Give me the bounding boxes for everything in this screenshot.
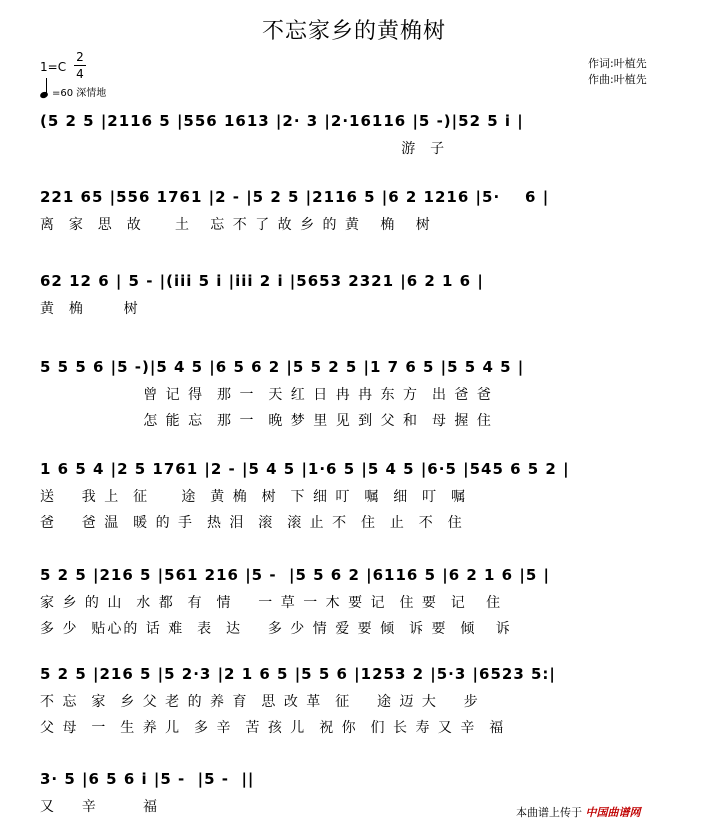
lyric-line: 爸 爸 温 暖 的 手 热 泪 滚 滚 止 不 住 止 不 住 <box>40 515 464 531</box>
lyric-line: 又 辛 福 <box>40 799 159 815</box>
quarter-note-head-icon <box>39 91 49 99</box>
site-logo: 中国曲谱网 <box>585 806 641 819</box>
notation-line: 221 65 |556 1761 |2 - |5 2 5 |2116 5 |6 2 1216 |5· 6 | <box>40 188 550 206</box>
lyric-line: 怎 能 忘 那 一 晚 梦 里 见 到 父 和 母 握 住 <box>40 413 493 429</box>
notation-line: 62 12 6 | 5 - |(iii 5 i |iii 2 i |5653 2321 |6 2 1 6 | <box>40 272 484 290</box>
lyric-line: 不 忘 家 乡 父 老 的 养 育 思 改 革 征 途 迈 大 步 <box>40 694 480 710</box>
time-signature <box>74 50 86 81</box>
score-title: 不忘家乡的黄桷树 <box>261 19 446 44</box>
notation-line: 5 2 5 |216 5 |5 2·3 |2 1 6 5 |5 5 6 |1253 2 |5·3 |6523 5:| <box>40 665 556 683</box>
lyric-line: 离 家 思 故 土 忘 不 了 故 乡 的 黄 桷 树 <box>40 217 432 233</box>
notation-line: 5 2 5 |216 5 |561 216 |5 - |5 5 6 2 |6116 5 |6 2 1 6 |5 | <box>40 566 550 584</box>
tempo-marking <box>52 84 106 99</box>
notation-line: 1 6 5 4 |2 5 1761 |2 - |5 4 5 |1·6 5 |5 4 5 |6·5 |545 6 5 2 | <box>40 460 570 478</box>
notation-line: (5 2 5 |2116 5 |556 1613 |2· 3 |2·16116 |5 -)|52 5 i | <box>40 112 524 130</box>
lyric-line: 家 乡 的 山 水 都 有 情 一 草 一 木 要 记 住 要 记 住 <box>40 595 503 611</box>
footer <box>516 804 641 820</box>
lyric-line: 送 我 上 征 途 黄 桷 树 下 细 叮 嘱 细 叮 嘱 <box>40 489 468 505</box>
tempo-value: =60 <box>52 88 74 99</box>
notation-line: 5 5 5 6 |5 -)|5 4 5 |6 5 6 2 |5 5 2 5 |1 7 6 5 |5 5 4 5 | <box>40 358 525 376</box>
lyric-line: 多 少 贴心的 话 难 表 达 多 少 情 爱 要 倾 诉 要 倾 诉 <box>40 621 512 637</box>
footer-text: 本曲谱上传于 <box>516 806 582 819</box>
lyric-line: 黄 桷 树 <box>40 301 140 317</box>
lyricist: 作词:叶植先 <box>588 57 647 70</box>
expression-marking: 深情地 <box>76 88 107 99</box>
credits <box>588 56 647 88</box>
lyric-line: 曾 记 得 那 一 天 红 日 冉 冉 东 方 出 爸 爸 <box>40 387 493 403</box>
lyric-line: 父 母 一 生 养 儿 多 辛 苦 孩 儿 祝 你 们 长 寿 又 辛 福 <box>40 720 506 736</box>
meter-bar <box>74 65 86 66</box>
composer: 作曲:叶植先 <box>588 73 647 86</box>
notation-line: 3· 5 |6 5 6 i |5 - |5 - || <box>40 770 255 788</box>
meter-bottom: 4 <box>76 67 84 81</box>
key-signature: 1=C <box>40 60 67 74</box>
lyric-line: 游 子 <box>40 141 447 157</box>
meter-top: 2 <box>76 50 84 64</box>
